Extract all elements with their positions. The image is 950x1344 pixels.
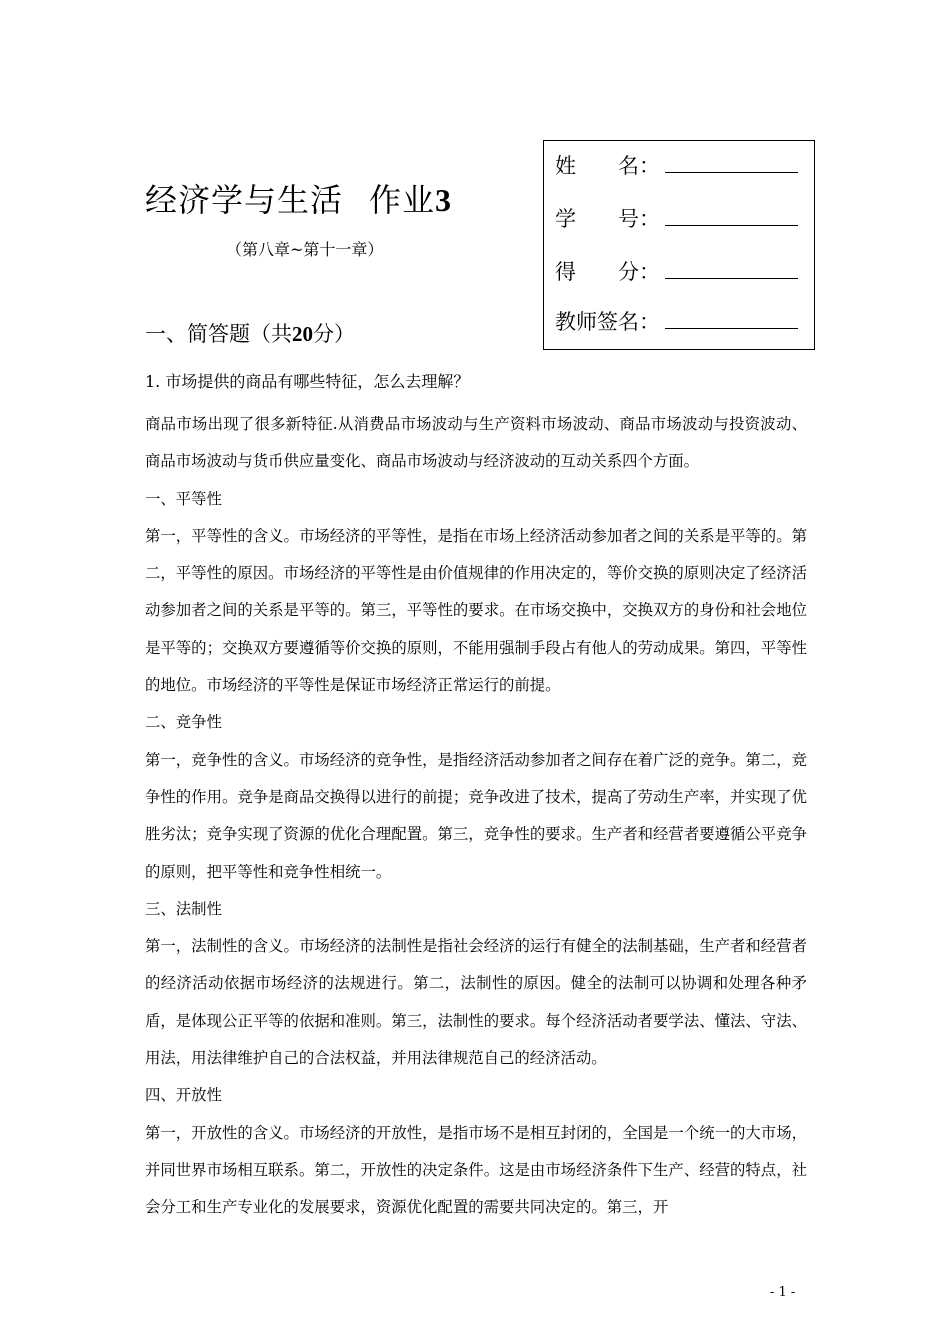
teacher-signature-row (555, 307, 798, 337)
section-heading-suffix: 分） (313, 322, 355, 346)
title-suffix: 作业 (369, 181, 436, 219)
answer-intro: 商品市场出现了很多新特征.从消费品市场波动与生产资料市场波动、商品市场波动与投资波动、商品市场波动与货币供应量变化、商品市场波动与经济波动的互动关系四个方面。 (145, 415, 807, 471)
paragraph-equality: 第一，平等性的含义。市场经济的平等性，是指在市场上经济活动参加者之间的关系是平等的。第二，平等性的原因。市场经济的平等性是由价值规律的作用决定的，等价交换的原则决定了经济活动参加者之间的关系是平等的。第三，平等性的要求。在市场交换中，交换双方的身份和社会地位是平等的；交换双方要遵循等价交换的原则，不能用强制手段占有他人的劳动成果。第四，平等性的地位。市场经济的平等性是保证市场经济正常运行的前提。 (145, 526, 807, 695)
section-heading-prefix: 一、简答题（共 (145, 322, 292, 346)
name-row (555, 151, 798, 181)
title-text: 经济学与生活 (145, 181, 344, 219)
teacher-signature-field[interactable] (665, 307, 798, 329)
page-number: - 1 - (770, 1285, 796, 1300)
section-heading-number: 20 (292, 322, 313, 346)
score-label: 得 分： (555, 260, 660, 284)
student-id-field[interactable] (665, 204, 798, 226)
score-field[interactable] (665, 257, 798, 279)
student-id-row (555, 204, 798, 234)
subtitle: （第八章~第十一章） (226, 240, 384, 259)
question-1: 1. 市场提供的商品有哪些特征，怎么去理解？ (145, 372, 470, 391)
name-label: 姓 名： (555, 154, 660, 178)
subheading-openness: 四、开放性 (145, 1086, 222, 1105)
section-heading (145, 318, 355, 350)
page-title (145, 178, 451, 222)
paragraph-legality: 第一，法制性的含义。市场经济的法制性是指社会经济的运行有健全的法制基础，生产者和经营者的经济活动依据市场经济的法规进行。第二，法制性的原因。健全的法制可以协调和处理各种矛盾，是体现公正平等的依据和准则。第三，法制性的要求。每个经济活动者要学法、懂法、守法、用法，用法律维护自己的合法权益，并用法律规范自己的经济活动。 (145, 937, 807, 1068)
score-row (555, 257, 798, 287)
paragraph-openness: 第一，开放性的含义。市场经济的开放性，是指市场不是相互封闭的，全国是一个统一的大市场，并同世界市场相互联系。第二，开放性的决定条件。这是由市场经济条件下生产、经营的特点，社会分工和生产专业化的发展要求，资源优化配置的需要共同决定的。第三，开 (145, 1123, 807, 1217)
title-number: 3 (435, 182, 452, 218)
paragraph-competition: 第一，竞争性的含义。市场经济的竞争性，是指经济活动参加者之间存在着广泛的竞争。第二，竞争性的作用。竞争是商品交换得以进行的前提；竞争改进了技术，提高了劳动生产率，并实现了优胜劣汰；竞争实现了资源的优化合理配置。第三，竞争性的要求。生产者和经营者要遵循公平竞争的原则，把平等性和竞争性相统一。 (145, 750, 807, 881)
answer-body (145, 406, 807, 1227)
teacher-signature-label: 教师签名： (555, 310, 660, 334)
student-id-label: 学 号： (555, 207, 660, 231)
name-field[interactable] (665, 151, 798, 173)
student-info-box (543, 140, 815, 350)
subheading-legality: 三、法制性 (145, 899, 222, 918)
subheading-competition: 二、竞争性 (145, 713, 222, 732)
subheading-equality: 一、平等性 (145, 489, 222, 508)
